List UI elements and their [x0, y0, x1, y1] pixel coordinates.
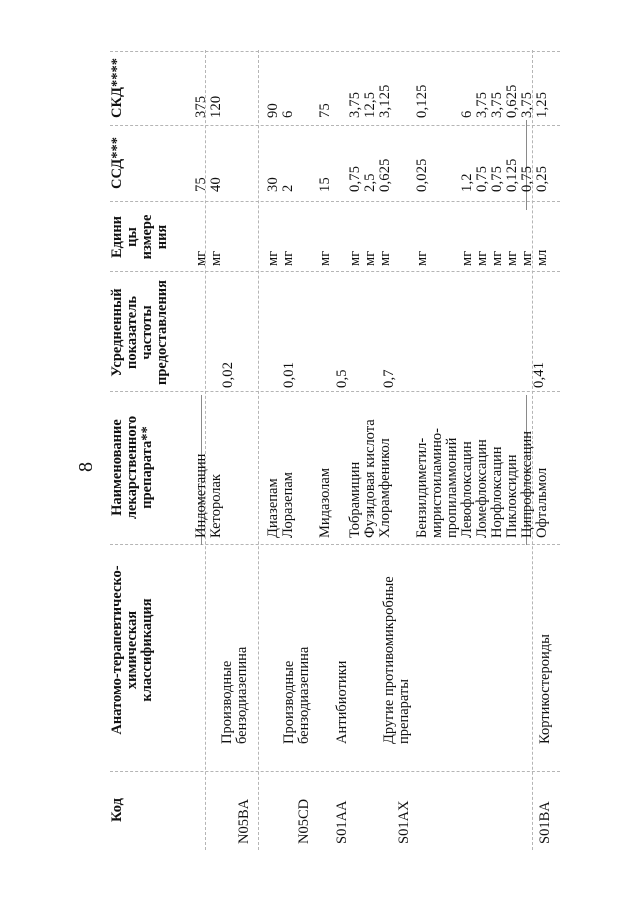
ssd-cell: 2 [280, 184, 296, 192]
ssd-cell: 1,2 [459, 173, 475, 192]
ssd-cell: 0,125 [504, 158, 520, 192]
atc-cell: Производные бензодиазепина [219, 646, 250, 744]
skd-cell: 0,125 [414, 84, 430, 118]
header-ssd: ССД*** [109, 137, 125, 189]
unit-cell: мг [208, 250, 224, 266]
unit-cell: мг [265, 250, 281, 266]
code-cell: N05CD [296, 798, 312, 844]
column-rule [110, 391, 560, 392]
header-code: Код [109, 798, 125, 822]
skd-cell: 3,125 [377, 84, 393, 118]
drug-name-cell: Левофлоксацин [459, 441, 475, 538]
code-cell: S01AA [334, 800, 350, 844]
unit-cell: мг [414, 250, 430, 266]
rotated-table-scan [70, 30, 570, 870]
header-skd: СКД**** [109, 58, 125, 118]
ssd-cell: 0,75 [489, 165, 505, 192]
ssd-cell: 0,75 [347, 165, 363, 192]
drug-name-cell: Фузидовая кислота [362, 419, 378, 538]
skd-cell: 3,75 [474, 91, 490, 118]
frequency-cell: 0,02 [220, 361, 236, 388]
skd-cell: 75 [317, 103, 333, 118]
unit-cell: мг [193, 250, 209, 266]
header-frequency: Усредненный показатель частоты предоставления [109, 280, 170, 385]
skd-cell: 1,25 [534, 91, 550, 118]
drug-name-cell: Бензилдиметил- миристоиламино- пропиламмоний [414, 428, 460, 538]
unit-cell: мг [362, 250, 378, 266]
unit-cell: мг [347, 250, 363, 266]
drug-name-cell: Мидазолам [317, 467, 333, 538]
ssd-cell: 15 [317, 177, 333, 192]
column-rule [110, 51, 560, 52]
drug-name-cell: Индометацин [193, 453, 209, 538]
unit-cell: мг [504, 250, 520, 266]
code-cell: S01AX [396, 800, 412, 844]
unit-cell: мг [280, 250, 296, 266]
ssd-cell: 0,25 [534, 165, 550, 192]
ssd-cell: 0,625 [377, 158, 393, 192]
skd-cell: 375 [193, 95, 209, 118]
drug-name-cell: Диазепам [265, 478, 281, 538]
ssd-cell: 75 [193, 177, 209, 192]
frequency-cell: 0,01 [281, 361, 297, 388]
skd-cell: 3,75 [489, 91, 505, 118]
skd-cell: 6 [280, 110, 296, 118]
column-rule [110, 125, 560, 126]
ssd-cell: 0,75 [474, 165, 490, 192]
skd-cell: 3,75 [519, 91, 535, 118]
drug-name-cell: Лоразепам [280, 472, 296, 538]
ssd-cell: 40 [208, 177, 224, 192]
skd-cell: 0,625 [504, 84, 520, 118]
frequency-cell: 0,7 [381, 369, 397, 388]
frequency-cell: 0,5 [334, 369, 350, 388]
atc-cell: Производные бензодиазепина [281, 646, 312, 744]
unit-cell: мг [519, 250, 535, 266]
atc-cell: Кортикостероиды [537, 634, 553, 744]
skd-cell: 12,5 [362, 91, 378, 118]
frequency-cell: 0,41 [531, 361, 547, 388]
drug-name-cell: Хлорамфеникол [377, 438, 393, 538]
column-rule [110, 201, 560, 202]
ssd-cell: 0,75 [519, 165, 535, 192]
code-cell: N05BA [236, 798, 252, 844]
unit-cell: мг [489, 250, 505, 266]
unit-cell: мг [459, 250, 475, 266]
drug-name-cell: Норфлоксацин [489, 446, 505, 538]
skd-cell: 90 [265, 103, 281, 118]
unit-cell: мл [534, 249, 550, 266]
unit-cell: мг [474, 250, 490, 266]
code-cell: S01BA [537, 801, 553, 844]
column-rule [110, 271, 560, 272]
column-rule [110, 544, 560, 545]
drug-name-cell: Кеторолак [208, 474, 224, 538]
skd-cell: 120 [208, 95, 224, 118]
drug-name-cell: Офтальмол [534, 467, 550, 538]
ssd-cell: 2,5 [362, 173, 378, 192]
unit-cell: мг [317, 250, 333, 266]
atc-cell: Другие противомикробные препараты [381, 576, 412, 744]
header-atc: Анатомо-терапевтическо- химическая классификация [109, 565, 155, 735]
drug-name-cell: Тобрамицин [347, 461, 363, 538]
drug-name-cell: Ципрофлоксацин [519, 430, 535, 538]
header-drug-name: Наименование лекарственного препарата** [109, 415, 155, 520]
ssd-cell: 30 [265, 177, 281, 192]
unit-cell: мг [377, 250, 393, 266]
drug-name-cell: Пиклоксидин [504, 454, 520, 538]
skd-cell: 3,75 [347, 91, 363, 118]
row-rule [205, 50, 206, 850]
ssd-cell: 0,025 [414, 158, 430, 192]
header-unit: Едини цы измере ния [109, 214, 170, 260]
drug-name-cell: Ломефлоксацин [474, 439, 490, 538]
atc-cell: Антибиотики [334, 660, 350, 744]
column-rule [110, 771, 560, 772]
row-rule [258, 50, 259, 850]
page-number: 8 [75, 462, 97, 472]
skd-cell: 6 [459, 110, 475, 118]
